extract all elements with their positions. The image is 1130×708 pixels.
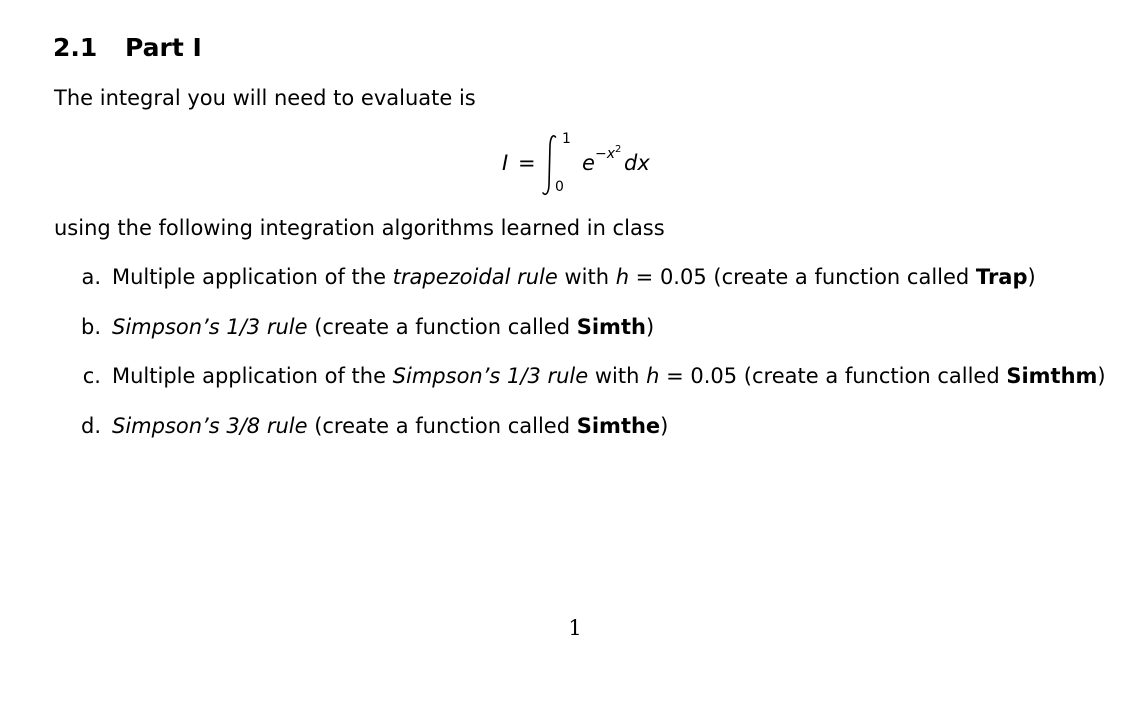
variable-h: h [615, 265, 629, 289]
list-item-text: Multiple application of the Simpson’s 1/3 rule with h = 0.05 (create a function called Simthm) [112, 364, 1106, 388]
emphasis: Simpson’s 1/3 rule [392, 364, 589, 388]
list-item-text: Simpson’s 3/8 rule (create a function called Simthe) [112, 414, 669, 438]
function-name: Simth [576, 315, 646, 339]
algorithms-paragraph: using the following integration algorithms learned in class [54, 216, 665, 240]
list-marker: b. [80, 315, 101, 339]
integral-equation [500, 131, 670, 201]
emphasis: Simpson’s 1/3 rule [112, 315, 308, 339]
equals-sign: = [518, 151, 536, 175]
page-number: 1 [568, 616, 582, 640]
integrand-base: e [582, 151, 595, 175]
section-heading [53, 33, 202, 62]
intro-paragraph: The integral you will need to evaluate is [54, 86, 476, 110]
emphasis: trapezoidal rule [392, 265, 558, 289]
equation-lhs: I [502, 151, 509, 175]
lower-limit: 0 [555, 179, 564, 195]
list-marker: a. [81, 265, 101, 289]
function-name: Trap [975, 265, 1028, 289]
function-name: Simthe [576, 414, 661, 438]
upper-limit: 1 [562, 131, 571, 147]
function-name: Simthm [1006, 364, 1098, 388]
list-item-text: Multiple application of the trapezoidal rule with h = 0.05 (create a function called Trap) [112, 265, 1036, 289]
section-title: Part I [125, 33, 202, 62]
differential: dx [624, 151, 650, 175]
variable-h: h [646, 364, 660, 388]
list-marker: c. [82, 364, 101, 388]
integrand-exponent [595, 144, 621, 162]
section-number: 2.1 [53, 33, 98, 62]
list-marker: d. [80, 414, 101, 438]
emphasis: Simpson’s 3/8 rule [112, 414, 308, 438]
exponent-term: −x [595, 146, 616, 162]
list-item-text: Simpson’s 1/3 rule (create a function called Simth) [112, 315, 655, 339]
exponent-power: 2 [615, 144, 622, 155]
